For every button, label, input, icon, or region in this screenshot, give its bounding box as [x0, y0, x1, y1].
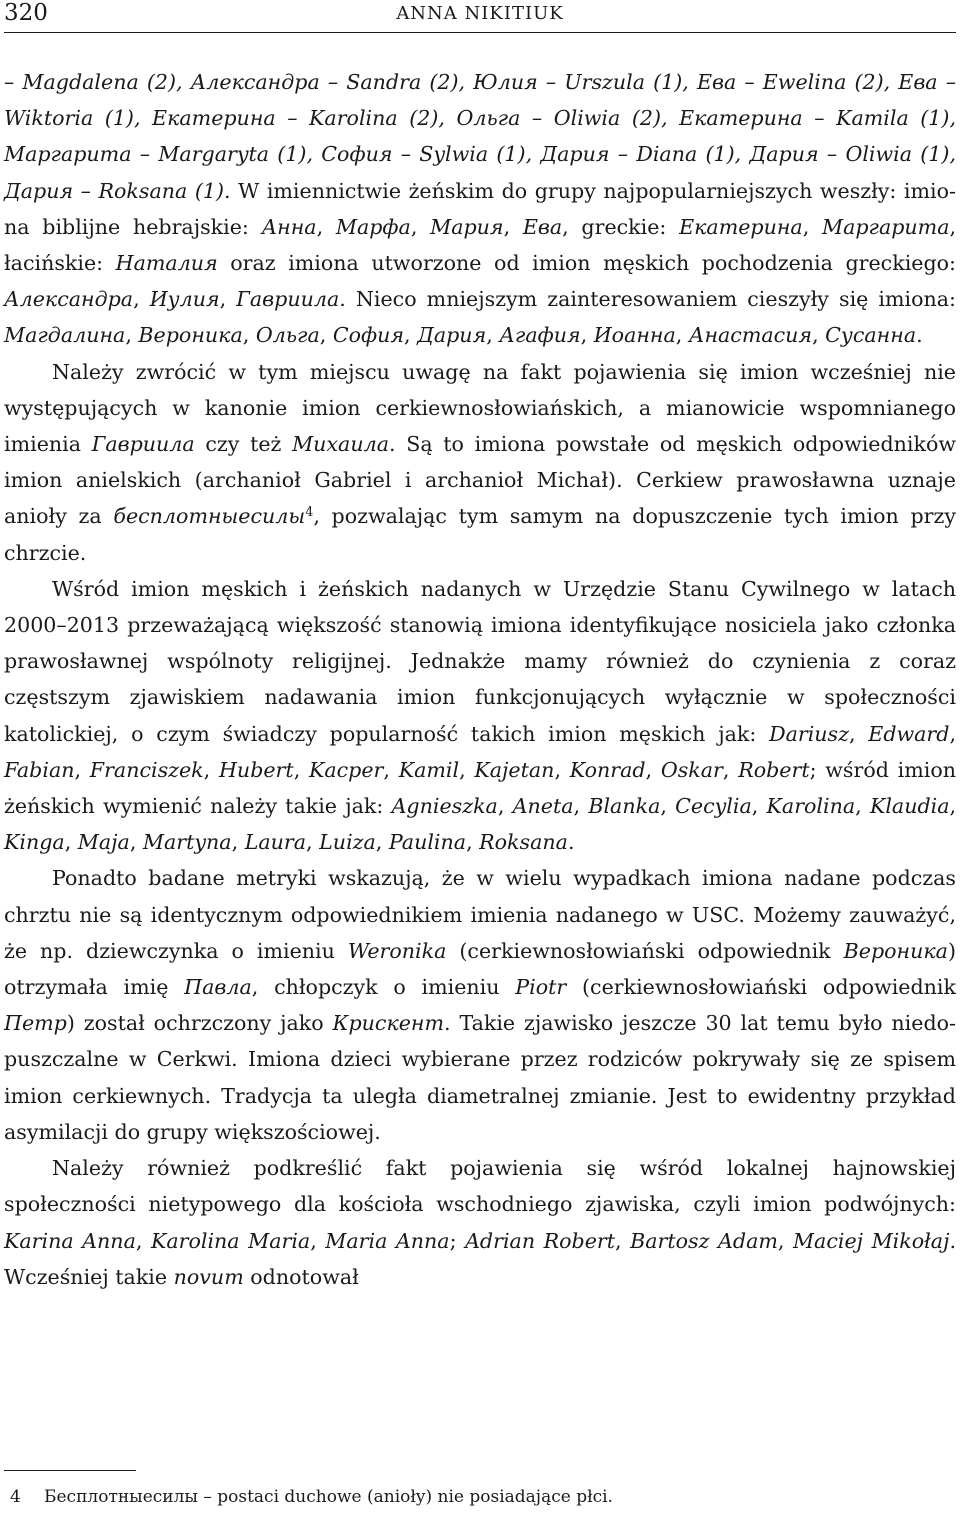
italic-run: Kacper	[308, 757, 384, 782]
italic-run: Karolina	[766, 794, 856, 819]
italic-run: – Magdalena (2), Александра – Sandra (2), Юлия – Urszula (1), Ева – Ewelina (2), Ева – Wiktoria (1), Екатерина – Karolina (2), Ольга – Oliwia (2), Екатерина – Kamila (1), Маргарита – Margaryta (1), София – Sylwia (1), Дария – Diana (1), Дария – Oliwia (1), Дария – Roksana (1).	[4, 70, 956, 203]
footnote-rule	[4, 1470, 136, 1471]
italic-run: Вероника	[843, 938, 948, 963]
text-run: ,	[203, 757, 219, 782]
italic-run: Cecylia	[675, 794, 752, 819]
text-run: ) otrzymała imię	[4, 938, 956, 1000]
italic-run: Иоанна	[593, 323, 676, 348]
text-run: Ponadto badane metryki wskazują, że w wielu wypadkach imiona nadane podczas chrztu nie są identycznym odpowiednikiem imienia nadanego w USC. Możemy zauważyć, że np. dziewczynka o imieniu	[4, 866, 956, 963]
italic-run: Maja	[77, 830, 130, 855]
text-run: ,	[125, 323, 139, 348]
italic-run: Ева	[522, 214, 563, 239]
italic-run: Анна	[261, 214, 317, 239]
body-text	[4, 64, 956, 1295]
footnote-mark: 4	[10, 1487, 21, 1507]
text-run: Należy zwrócić w tym miejscu uwagę na fakt pojawienia się imion wcześniej nie występujących w kanonie imion cerkiewnosłowiańskich, a mianowicie wspomnianego imienia	[4, 359, 956, 457]
italic-run: Oskar	[660, 757, 723, 782]
text-run: ,	[383, 757, 399, 782]
italic-run: Maciej Mikołaj	[792, 1228, 950, 1253]
text-run: . Są to imiona powstałe od męskich odpowiedników imion anielskich (archanioł Gabriel i archanioł Michał). Cerkiew prawosławna uznaje anioły za	[4, 432, 957, 529]
text-run: ,	[751, 794, 767, 819]
italic-run: Агафия	[499, 323, 581, 348]
italic-run: Edward	[868, 721, 950, 746]
italic-run: Сусанна	[825, 323, 917, 348]
italic-run: Adrian Robert	[465, 1228, 616, 1253]
italic-run: Мария	[430, 214, 504, 239]
text-run: ,	[486, 323, 500, 348]
text-run: ,	[503, 214, 523, 239]
text-run: ,	[949, 721, 956, 746]
italic-run: Martyna	[142, 830, 232, 855]
footnote-reference: 4	[305, 505, 314, 521]
text-run: ,	[580, 323, 594, 348]
text-run: ,	[949, 794, 957, 819]
text-run: ,	[219, 287, 237, 312]
italic-run: Михаила	[292, 432, 389, 457]
text-run: ,	[722, 757, 739, 782]
text-run: , chłopczyk o imieniu	[251, 975, 516, 1000]
italic-run: Наталия	[115, 251, 218, 276]
paragraph	[4, 571, 956, 861]
text-run: , greckie:	[562, 214, 680, 239]
italic-run: Hubert	[218, 757, 294, 782]
text-run: ,	[802, 214, 822, 239]
italic-run: Магдалина	[4, 323, 126, 348]
text-run: . Takie zjawisko jeszcze 30 lat temu było niedopuszczalne w Cerkwi. Imiona dzieci wybierane przez rodziców pokrywały się ze spisem imion cerkiewnych. Tradycja ta uległa diametralnej zmianie. Jest to ewidentny przykład asymilacji do grupy większościowej.	[4, 1011, 956, 1144]
text-run: ,	[675, 323, 689, 348]
paragraph	[4, 860, 956, 1150]
header-rule	[4, 32, 956, 33]
text-run: . Nieco mniejszym zainteresowaniem cieszyły się imiona:	[339, 287, 956, 312]
text-run: ,	[231, 830, 245, 855]
italic-run: novum	[173, 1264, 244, 1289]
text-run: ,	[660, 794, 676, 819]
text-run: ,	[135, 1228, 151, 1253]
text-run: ,	[848, 721, 869, 746]
text-run: ,	[573, 794, 589, 819]
running-head	[4, 0, 956, 30]
italic-run: Вероника	[138, 323, 243, 348]
italic-run: Крискент	[332, 1011, 445, 1036]
text-run: czy też	[194, 432, 293, 457]
text-run: ,	[293, 757, 309, 782]
italic-run: Гавриила	[236, 287, 340, 312]
paragraph	[4, 64, 956, 354]
text-run: ,	[404, 323, 418, 348]
text-run: ;	[449, 1228, 466, 1253]
paragraph	[4, 354, 956, 571]
text-run: , łacińskie:	[4, 214, 957, 276]
text-run: ,	[316, 214, 336, 239]
text-run: ,	[310, 1228, 326, 1253]
text-run: (cerkiewnosłowiański odpowiednik	[566, 975, 956, 1000]
text-run: ,	[129, 830, 143, 855]
italic-run: Kajetan	[474, 757, 555, 782]
text-run: odnotował	[243, 1264, 359, 1289]
page-number: 320	[4, 0, 48, 26]
italic-run: Александра	[4, 287, 134, 312]
italic-run: Robert	[738, 757, 810, 782]
text-run: ,	[645, 757, 661, 782]
text-run: ,	[242, 323, 256, 348]
italic-run: Kinga	[4, 830, 65, 855]
text-run: ,	[466, 830, 480, 855]
italic-run: Гавриила	[91, 432, 195, 457]
text-run: ,	[133, 287, 150, 312]
italic-run: Maria Anna	[325, 1228, 450, 1253]
italic-run: Karina Anna	[4, 1228, 136, 1253]
italic-run: Piotr	[515, 975, 567, 1000]
paragraph	[4, 1150, 956, 1295]
text-run: ,	[319, 323, 333, 348]
text-run: ,	[855, 794, 870, 819]
italic-run: Dariusz	[769, 721, 849, 746]
text-run: . Wcześniej takie	[4, 1228, 957, 1289]
text-run: ,	[410, 214, 431, 239]
italic-run: Марфа	[335, 214, 411, 239]
text-run: ,	[497, 794, 513, 819]
text-run: .	[567, 830, 575, 855]
text-run: ,	[64, 830, 78, 855]
text-run: ) został ochrzczony jako	[66, 1011, 333, 1036]
italic-run: Петр	[4, 1011, 67, 1036]
text-run: ,	[615, 1228, 631, 1253]
italic-run: Blanka	[588, 794, 661, 819]
italic-run: Екатерина	[679, 214, 803, 239]
text-run: (cerkiewnosłowiański odpowiednik	[446, 938, 844, 963]
italic-run: Roksana	[479, 830, 568, 855]
text-run: .	[916, 323, 923, 348]
italic-run: Luiza	[319, 830, 376, 855]
italic-run: бесплотныесилы	[113, 504, 306, 529]
text-run: , pozwalając tym samym na dopuszczenie tych imion przy chrzcie.	[4, 504, 956, 565]
text-run: oraz imiona utworzone od imion męskich pochodzenia greckiego:	[217, 251, 956, 276]
italic-run: Ольга	[255, 323, 320, 348]
italic-run: Анастасия	[688, 323, 813, 348]
italic-run: Agnieszka	[391, 794, 498, 819]
italic-run: Павла	[184, 975, 252, 1000]
italic-run: Aneta	[512, 794, 574, 819]
italic-run: Laura	[244, 830, 307, 855]
italic-run: Иулия	[149, 287, 220, 312]
italic-run: Franciszek	[89, 757, 204, 782]
italic-run: Paulina	[388, 830, 467, 855]
text-run: ,	[74, 757, 90, 782]
footnote	[4, 1484, 956, 1510]
italic-run: Дария	[417, 323, 487, 348]
italic-run: Karolina Maria	[150, 1228, 311, 1253]
text-run: ,	[459, 757, 475, 782]
text-run: W imiennictwie żeńskim do grupy najpopularniejszych weszły: imiona biblijne hebrajskie:	[4, 178, 956, 239]
italic-run: Kamil	[398, 757, 460, 782]
text-run: Wśród imion męskich i żeńskich nadanych w Urzędzie Stanu Cywilnego w latach 2000–2013 przeważającą większość stanowią imiona identyfikujące nosiciela jako członka prawosławnej wspólnoty religijnej. Jednakże mamy również do czynienia z coraz częstszym zjawiskiem nadawania imion funkcjonujących wyłącznie w społeczności katolickiej, o czym świadczy popularność takich imion męskich jak:	[4, 576, 956, 746]
running-title: ANNA NIKITIUK	[396, 3, 564, 24]
text-run: ,	[554, 757, 570, 782]
italic-run: Fabian	[4, 757, 75, 782]
text-run: ,	[777, 1228, 793, 1253]
italic-run: Konrad	[569, 757, 646, 782]
text-run: ,	[375, 830, 389, 855]
text-run: Należy również podkreślić fakt pojawienia się wśród lokalnej hajnowskiej społeczności nietypowego dla kościoła wschodniego zjawiska, czyli imion podwójnych:	[4, 1156, 956, 1217]
italic-run: София	[332, 323, 405, 348]
italic-run: Bartosz Adam	[630, 1228, 778, 1253]
footnote-text: Бесплотныесилы – postaci duchowe (anioły) nie posiadające płci.	[44, 1487, 613, 1507]
italic-run: Klaudia	[869, 794, 950, 819]
italic-run: Weronika	[347, 938, 447, 963]
italic-run: Маргарита	[822, 214, 950, 239]
text-run: ; wśród imion żeńskich wymienić należy takie jak:	[4, 757, 957, 819]
text-run: ,	[812, 323, 826, 348]
text-run: ,	[306, 830, 320, 855]
